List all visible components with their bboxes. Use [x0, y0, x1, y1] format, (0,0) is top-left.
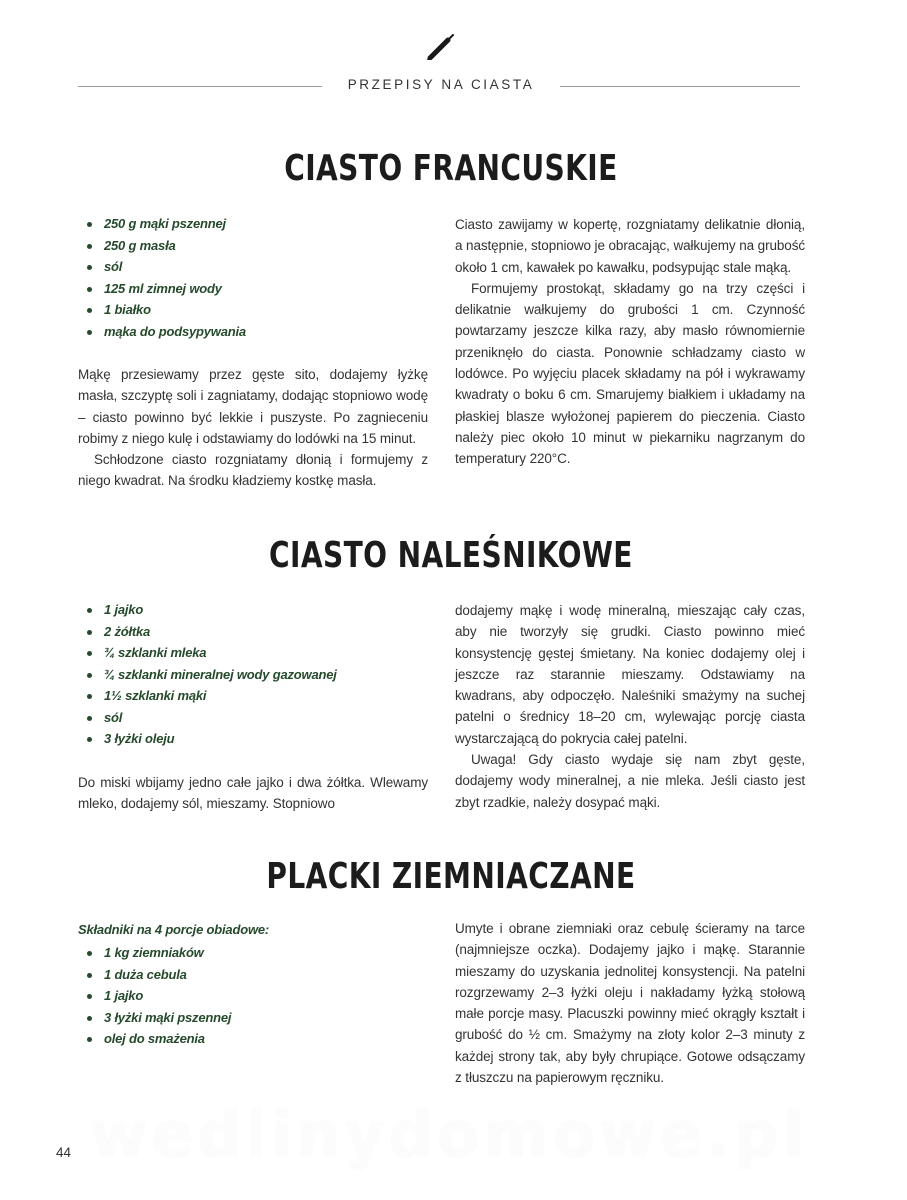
bullet-icon: [87, 716, 92, 721]
ingredient-text: sól: [104, 709, 123, 725]
watermark: wedlinydomowe.pl: [90, 1098, 808, 1171]
list-item: [78, 621, 438, 643]
bullet-icon: [87, 673, 92, 678]
paragraph: Uwaga! Gdy ciasto wydaje się nam zbyt gęste, dodajemy wody mineralnej, a nie mleka. Jeśli ciasto jest zbyt rzadkie, należy dosypać mąki.: [455, 752, 805, 810]
paragraph: Umyte i obrane ziemniaki oraz cebulę ścieramy na tarce (najmniejsze oczka). Dodajemy jajko i mąkę. Starannie mieszamy do uzyskania jednolitej konsystencji. Na patelni rozgrzewamy 2–3 łyżki oleju i nakładamy łyżką stołową małe porcje masy. Placuszki powinny mieć okrągły kształt i grubość do ½ cm. Smażymy na złoty kolor 2–3 minuty z każdej strony tak, aby były chrupiące. Gotowe odsączamy z tłuszczu na papierowym ręczniku.: [455, 921, 805, 1086]
list-item: [78, 599, 438, 621]
header-rule-right: [560, 86, 800, 87]
ingredient-text: 3 łyżki mąki pszennej: [104, 1009, 232, 1025]
bullet-icon: [87, 737, 92, 742]
header-rule-left: [78, 86, 322, 87]
bullet-icon: [87, 630, 92, 635]
paragraph: Mąkę przesiewamy przez gęste sito, dodajemy łyżkę masła, szczyptę soli i zagniatamy, dodając stopniowo wodę – ciasto powinno być lekkie i puszyste. Po zagnieceniu robimy z niego kulę i odstawiamy do lodówki na 15 minut.: [78, 367, 428, 446]
ingredient-text: 1 jajko: [104, 988, 144, 1003]
ingredient-text: 250 g mąki pszennej: [104, 216, 226, 231]
rolling-pin-icon: [426, 34, 456, 60]
paragraph: dodajemy mąkę i wodę mineralną, mieszając cały czas, aby nie tworzyły się grudki. Ciasto powinno mieć konsystencję gęstej śmietany. Na koniec dodajemy olej i jeszcze raz starannie mieszamy. Odstawiamy na kwadrans, aby odpoczęło. Naleśniki smażymy na suchej patelni o średnicy 18–20 cm, wylewając porcję ciasta wystarczającą do pokrycia całej patelni.: [455, 603, 805, 746]
list-item: [78, 728, 438, 750]
bullet-icon: [87, 1016, 92, 1021]
ingredient-list-placki-ziemniaczane: [78, 942, 438, 1050]
list-item: [78, 985, 438, 1007]
method-right-placki-ziemniaczane: [455, 918, 805, 1088]
ingredient-text: 125 ml zimnej wody: [104, 280, 222, 296]
bullet-icon: [87, 287, 92, 292]
paragraph: Ciasto zawijamy w kopertę, rozgniatamy delikatnie dłonią, a następnie, stopniowo je obracając, wałkujemy na grubość około 1 cm, kawałek po kawałku, podsypując stale mąką.: [455, 217, 806, 275]
list-item: [78, 664, 438, 686]
bullet-icon: [87, 244, 92, 249]
section-title-placki-ziemniaczane: PLACKI ZIEMNIACZANE: [266, 856, 636, 897]
list-item: [78, 278, 438, 300]
list-item: [78, 1028, 438, 1050]
list-item: [78, 321, 438, 343]
ingredient-text: 1 duża cebula: [104, 966, 187, 982]
ingredient-text: ¾ szklanki mineralnej wody gazowanej: [104, 666, 337, 682]
method-right-ciasto-francuskie: [455, 214, 805, 470]
method-left-ciasto-nalesnikowe: [78, 772, 428, 815]
paragraph: Formujemy prostokąt, składamy go na trzy części i delikatnie wałkujemy do grubości 1 cm. Czynność powtarzamy jeszcze kilka razy, aby masło równomiernie przeniknęło do ciasta. Ponownie schładzamy ciasto w lodówce. Po wyjęciu placek składamy na pół i wykrawamy kwadraty o boku 6 cm. Smarujemy białkiem i układamy na płaskiej blasze wyłożonej papierem do pieczenia. Ciasto należy piec około 10 minut w piekarniku nagrzanym do temperatury 220°C.: [455, 280, 805, 467]
ingredient-text: mąka do podsypywania: [104, 323, 246, 339]
bullet-icon: [87, 951, 92, 956]
ingredient-text: 1½ szklanki mąki: [104, 688, 207, 703]
paragraph: Do miski wbijamy jedno całe jajko i dwa żółtka. Wlewamy mleko, dodajemy sól, mieszamy. Stopniowo: [78, 775, 428, 812]
bullet-icon: [87, 1037, 92, 1042]
list-item: [78, 642, 438, 664]
bullet-icon: [87, 265, 92, 270]
bullet-icon: [87, 694, 92, 699]
paragraph: Schłodzone ciasto rozgniatamy dłonią i formujemy z niego kwadrat. Na środku kładziemy kostkę masła.: [78, 452, 428, 489]
method-left-ciasto-francuskie: [78, 364, 428, 492]
list-item: [78, 964, 438, 986]
list-item: [78, 707, 438, 729]
page-number: 44: [56, 1145, 72, 1160]
list-item: [78, 685, 438, 707]
section-title-ciasto-nalesnikowe: CIASTO NALEŚNIKOWE: [269, 535, 633, 576]
bullet-icon: [87, 994, 92, 999]
ingredient-text: 1 białko: [104, 302, 151, 317]
ingredient-text: 1 jajko: [104, 602, 144, 617]
ingredient-text: 250 g masła: [104, 237, 176, 253]
section-title-ciasto-francuskie: CIASTO FRANCUSKIE: [284, 148, 618, 189]
ingredient-list-ciasto-nalesnikowe: [78, 599, 438, 750]
ingredient-text: olej do smażenia: [104, 1031, 205, 1046]
list-item: [78, 1007, 438, 1029]
ingredient-list-ciasto-francuskie: [78, 213, 438, 342]
list-item: [78, 942, 438, 964]
bullet-icon: [87, 651, 92, 656]
list-item: [78, 235, 438, 257]
bullet-icon: [87, 308, 92, 313]
list-item: [78, 299, 438, 321]
ingredient-text: 2 żółtka: [104, 623, 151, 639]
ingredient-text: sól: [104, 259, 123, 274]
bullet-icon: [87, 222, 92, 227]
method-right-ciasto-nalesnikowe: [455, 600, 805, 813]
bullet-icon: [87, 608, 92, 613]
list-item: [78, 256, 438, 278]
bullet-icon: [87, 973, 92, 978]
list-item: [78, 213, 438, 235]
ingredient-text: 1 kg ziemniaków: [104, 945, 204, 960]
ingredient-text: ¾ szklanki mleka: [104, 645, 207, 660]
bullet-icon: [87, 330, 92, 335]
ingredients-heading: Składniki na 4 porcje obiadowe:: [78, 922, 270, 937]
running-header: PRZEPISY NA CIASTA: [347, 77, 535, 92]
ingredient-text: 3 łyżki oleju: [104, 731, 175, 746]
